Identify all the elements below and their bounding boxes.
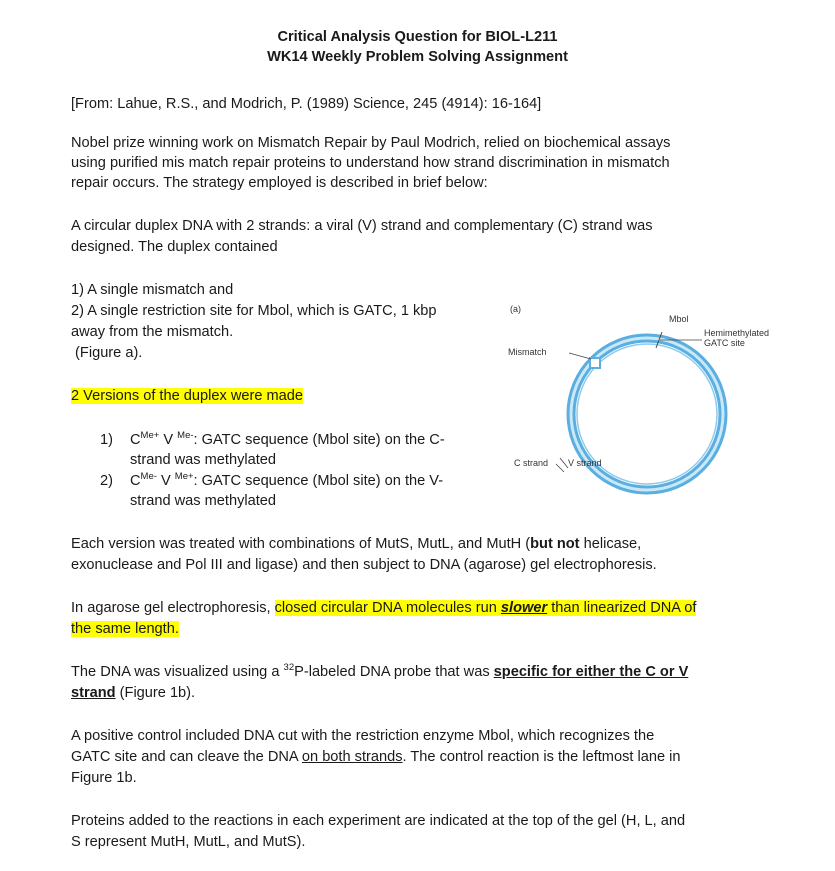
duplex-line-2: designed. The duplex contained <box>71 239 278 255</box>
version-2-line-2: strand was methylated <box>130 493 277 509</box>
version-2-number: 2) <box>100 473 113 489</box>
list-item-2-line-1: 2) A single restriction site for Mbol, which is GATC, 1 kbp <box>71 303 437 319</box>
gel-highlight <box>275 600 697 616</box>
treatment-text-b: helicase, <box>579 536 642 552</box>
version-1-v: V <box>163 432 174 448</box>
version-2-v-sup: Me+ <box>174 471 194 482</box>
gel-line-2 <box>71 619 771 639</box>
title-line-2: WK14 Weekly Problem Solving Assignment <box>267 49 568 65</box>
citation: [From: Lahue, R.S., and Modrich, P. (1989) Science, 245 (4914): 16-164] <box>71 96 542 112</box>
version-1-rest: : GATC sequence (Mbol site) on the C- <box>193 432 445 448</box>
version-2-line-1 <box>100 471 520 491</box>
gatc-site-label: GATC site <box>704 338 745 348</box>
probe-line-1 <box>71 662 771 682</box>
probe-strand: strand <box>71 685 116 701</box>
intro-line-2: using purified mis match repair proteins to understand how strand discrimination in mismatch <box>71 155 670 171</box>
v-strand-leader <box>560 458 568 468</box>
version-1-v-sup: Me- <box>177 430 194 441</box>
mismatch-label: Mismatch <box>508 347 547 357</box>
list-item-1: 1) A single mismatch and <box>71 282 234 298</box>
title-line-1: Critical Analysis Question for BIOL-L211 <box>277 29 558 45</box>
treatment-line-2: exonuclease and Pol III and ligase) and then subject to DNA (agarose) gel electrophoresis. <box>71 557 657 573</box>
proteins-line-2: S represent MutH, MutL, and MutS). <box>71 834 306 850</box>
version-2-v: V <box>160 473 171 489</box>
control-text-b: . The control reaction is the leftmost lane in <box>402 749 681 765</box>
duplex-line-1: A circular duplex DNA with 2 strands: a viral (V) strand and complementary (C) strand was <box>71 218 653 234</box>
control-line-2 <box>71 747 771 767</box>
c-strand-label: C strand <box>514 458 549 468</box>
gel-highlight-b: than linearized DNA of <box>547 600 697 616</box>
version-1-number: 1) <box>100 432 113 448</box>
version-2-c: C <box>130 473 141 489</box>
intro-line-3: repair occurs. The strategy employed is described in brief below: <box>71 175 488 191</box>
gel-line-1 <box>71 598 771 618</box>
version-1-c: C <box>130 432 141 448</box>
circular-dna-figure <box>490 296 790 521</box>
version-1-line-1 <box>100 430 520 450</box>
mismatch-leader <box>569 353 591 359</box>
control-line-3: Figure 1b. <box>71 770 137 786</box>
list-item-2-line-2: away from the mismatch. <box>71 324 234 340</box>
treatment-text-a: Each version was treated with combinations of MutS, MutL, and MutH ( <box>71 536 531 552</box>
list-item-2-line-3: (Figure a). <box>71 345 143 361</box>
versions-heading <box>71 386 303 406</box>
probe-text-a: The DNA was visualized using a <box>71 664 284 680</box>
proteins-line-1: Proteins added to the reactions in each experiment are indicated at the top of the gel (H, L, and <box>71 813 686 829</box>
control-both-strands: on both strands <box>301 749 403 765</box>
probe-text-b: P-labeled DNA probe that was <box>294 664 494 680</box>
v-strand-label: V strand <box>568 458 602 468</box>
probe-specific: specific for either the C or V <box>493 664 689 680</box>
gel-slower: slower <box>500 600 548 616</box>
probe-text-c: (Figure 1b). <box>115 685 196 701</box>
gel-highlight-a: closed circular DNA molecules run <box>274 600 501 616</box>
version-2-c-sup: Me- <box>140 471 157 482</box>
mbol-label: Mbol <box>669 314 689 324</box>
control-text-a: GATC site and can cleave the DNA <box>71 749 302 765</box>
treatment-line-1 <box>71 534 771 554</box>
intro-line-1: Nobel prize winning work on Mismatch Repair by Paul Modrich, relied on biochemical assays <box>71 135 671 151</box>
versions-heading-text: 2 Versions of the duplex were made <box>71 388 304 404</box>
hemimethylated-label: Hemimethylated <box>704 328 770 338</box>
version-1-line-2: strand was methylated <box>130 452 277 468</box>
version-2-rest: : GATC sequence (Mbol site) on the V- <box>193 473 444 489</box>
c-strand-leader <box>556 464 564 472</box>
version-1-c-sup: Me+ <box>140 430 160 441</box>
probe-isotope-sup: 32 <box>283 662 295 673</box>
treatment-but-not: but not <box>530 536 580 552</box>
gel-line-2-text: the same length. <box>71 621 179 637</box>
figure-panel-label: (a) <box>510 304 521 314</box>
probe-line-2 <box>71 683 771 703</box>
control-line-1: A positive control included DNA cut with the restriction enzyme Mbol, which recognizes the <box>71 728 655 744</box>
gel-text-pre: In agarose gel electrophoresis, <box>71 600 275 616</box>
mismatch-marker <box>590 358 600 368</box>
